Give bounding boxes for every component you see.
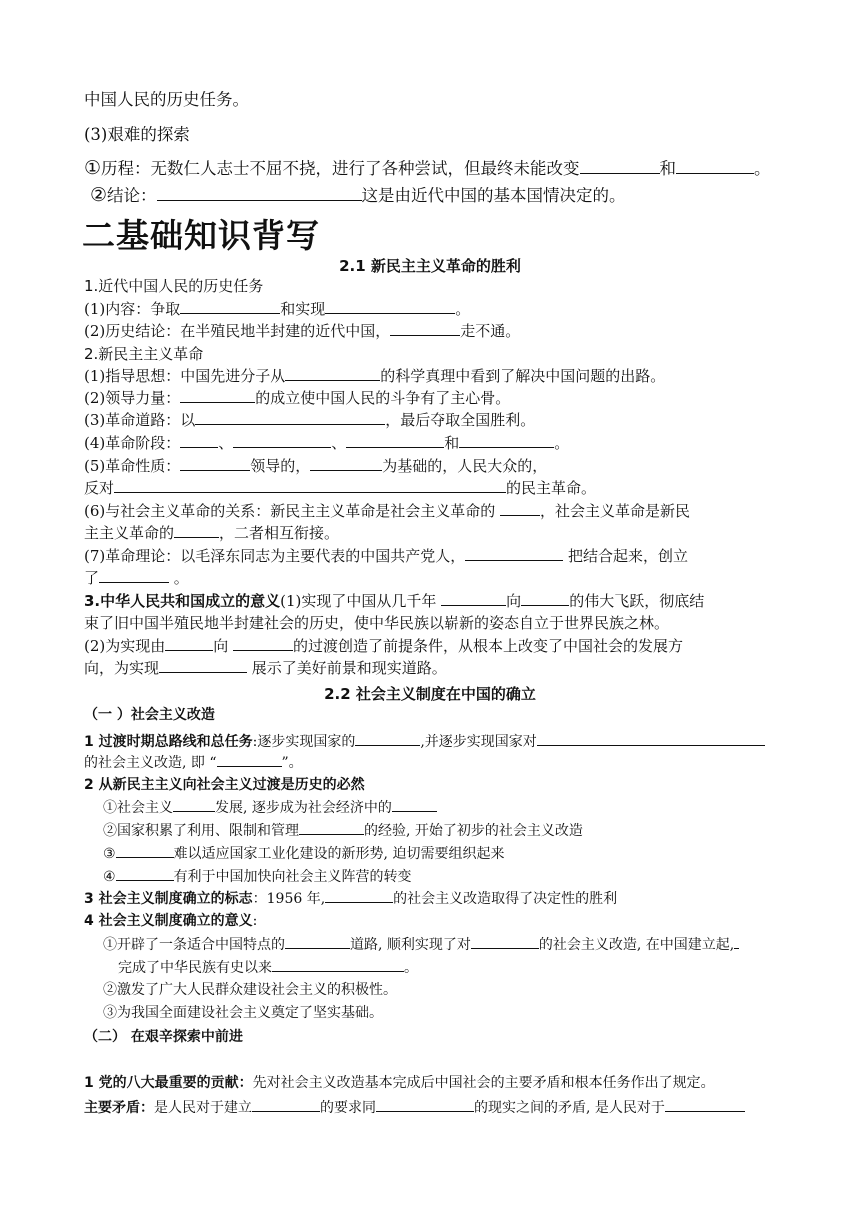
blank xyxy=(217,752,282,767)
text: : xyxy=(252,913,258,929)
text: (1)指导思想：中国先进分子从 xyxy=(84,367,286,385)
blank xyxy=(180,388,255,403)
blank xyxy=(195,410,385,425)
blank xyxy=(157,186,362,201)
subsection-heading: （二） 在艰辛探索中前进 xyxy=(84,1029,243,1045)
text: 先对社会主义改造基本完成后中国社会的主要矛盾和根本任务作出了规定。 xyxy=(252,1075,715,1091)
line xyxy=(84,1073,715,1093)
subsection-heading: （一 ）社会主义改造 xyxy=(84,707,215,723)
blank xyxy=(180,299,280,314)
line xyxy=(84,321,520,341)
text: 向，为实现 xyxy=(84,659,160,677)
blank xyxy=(116,866,174,881)
text: 的民主革命。 xyxy=(506,479,597,497)
text: ①开辟了一条适合中国特点的 xyxy=(103,937,285,953)
blank xyxy=(116,843,174,858)
blank xyxy=(390,321,460,336)
label: 3 社会主义制度确立的标志 xyxy=(84,891,253,907)
intro-line xyxy=(90,185,626,206)
line xyxy=(84,433,569,453)
line xyxy=(84,1097,745,1118)
blank xyxy=(325,888,393,903)
blank xyxy=(465,546,563,561)
text: 的经验, 开始了初步的社会主义改造 xyxy=(364,823,583,839)
line xyxy=(84,731,765,752)
line: ③为我国全面建设社会主义奠定了坚实基础。 xyxy=(103,1005,383,1021)
text: 的伟大飞跃，彻底结 xyxy=(569,592,705,610)
line xyxy=(84,888,617,909)
blank xyxy=(114,478,506,493)
text: 。 xyxy=(173,569,189,587)
text: 反对 xyxy=(84,479,115,497)
text: (4)革命阶段： xyxy=(84,434,181,452)
intro-line xyxy=(84,90,249,110)
text: 和 xyxy=(444,434,460,452)
text: 的成立使中国人民的斗争有了主心骨。 xyxy=(255,389,511,407)
text: 中国人民的历史任务。 xyxy=(84,90,249,109)
line xyxy=(84,752,303,773)
text: 。 xyxy=(754,159,771,178)
text: 向 xyxy=(506,592,522,610)
line xyxy=(84,636,683,656)
blank xyxy=(174,523,219,538)
heading: 3.中华人民共和国成立的意义 xyxy=(84,592,281,610)
line xyxy=(84,658,447,678)
text: 历程：无数仁人志士不屈不挠，进行了各种尝试，但最终未能改变 xyxy=(101,159,580,178)
text: (1)实现了中国从几千年 xyxy=(280,592,437,610)
text: 结论： xyxy=(107,186,157,205)
text: ”。 xyxy=(281,755,303,771)
blank xyxy=(233,433,331,448)
blank xyxy=(159,658,247,673)
text: (2)为实现由 xyxy=(84,637,166,655)
text: 的社会主义改造, 在中国建立起, xyxy=(538,937,735,953)
text: (7)革命理论：以毛泽东同志为主要代表的中国共产党人， xyxy=(84,547,466,565)
text: 的过渡创造了前提条件，从根本上改变了中国社会的发展方 xyxy=(293,637,684,655)
line xyxy=(103,866,412,887)
blank xyxy=(346,433,444,448)
blank xyxy=(392,797,437,812)
line: ②激发了广大人民群众建设社会主义的积极性。 xyxy=(103,982,397,998)
text: 走不通。 xyxy=(460,322,521,340)
text: 为基础的，人民大众的， xyxy=(382,457,548,475)
text: 领导的， xyxy=(250,457,311,475)
text: 向 xyxy=(213,637,229,655)
blank xyxy=(285,934,350,949)
blank xyxy=(165,636,213,651)
text: ③ xyxy=(103,846,116,862)
blank xyxy=(272,957,404,972)
text: 的社会主义改造取得了决定性的胜利 xyxy=(393,891,618,907)
text: 发展, 逐步成为社会经济中的 xyxy=(215,800,392,816)
text: ：1956 年, xyxy=(252,891,326,907)
text: 和实现 xyxy=(280,300,326,318)
text: 。 xyxy=(404,960,418,976)
text: 有利于中国加快向社会主义阵营的转变 xyxy=(173,869,412,885)
text: 难以适应国家工业化建设的新形势, 迫切需要组织起来 xyxy=(173,846,505,862)
blank xyxy=(310,456,382,471)
intro-line xyxy=(84,158,771,179)
text: 了 xyxy=(84,569,100,587)
text: 和 xyxy=(659,159,677,178)
text: (1)内容：争取 xyxy=(84,300,181,318)
blank xyxy=(580,159,660,174)
line xyxy=(84,911,257,931)
line xyxy=(84,546,688,566)
label: 主要矛盾： xyxy=(84,1100,154,1116)
text: 主主义革命的 xyxy=(84,524,175,542)
heading: 2 从新民主主义向社会主义过渡是历史的必然 xyxy=(84,777,365,793)
section-title: 二基础知识背写 xyxy=(82,216,320,255)
text: 是人民对于建立 xyxy=(154,1100,252,1116)
text: 道路, 顺利实现了对 xyxy=(350,937,471,953)
blank xyxy=(537,731,765,746)
line xyxy=(103,820,583,841)
blank xyxy=(500,501,540,516)
line xyxy=(103,797,437,818)
text: ，最后夺取全国胜利。 xyxy=(385,411,536,429)
text: 。 xyxy=(455,300,471,318)
blank xyxy=(734,934,739,949)
line xyxy=(84,388,510,408)
text: ，二者相互衔接。 xyxy=(219,524,340,542)
blank xyxy=(233,636,293,651)
blank xyxy=(180,456,250,471)
blank xyxy=(285,366,380,381)
blank xyxy=(180,433,218,448)
text: :逐步实现国家的 xyxy=(252,734,356,750)
text: 展示了美好前景和现实道路。 xyxy=(251,659,447,677)
text: ④ xyxy=(103,869,116,885)
blank xyxy=(665,1097,745,1112)
label: 1 过渡时期总路线和总任务 xyxy=(84,734,253,750)
text: (2)领导力量： xyxy=(84,389,181,407)
blank xyxy=(299,820,364,835)
line xyxy=(103,843,504,864)
blank xyxy=(376,1097,474,1112)
blank xyxy=(676,159,754,174)
text: 这是由近代中国的基本国情决定的。 xyxy=(361,186,626,205)
line xyxy=(84,366,665,386)
line xyxy=(84,501,690,521)
text: 的科学真理中看到了解决中国问题的出路。 xyxy=(380,367,666,385)
heading: 2.新民主主义革命 xyxy=(84,345,204,363)
text: (3)艰难的探索 xyxy=(84,125,190,144)
blank xyxy=(325,299,455,314)
text: 、 xyxy=(218,434,234,452)
blank xyxy=(173,797,215,812)
text: 的社会主义改造, 即 “ xyxy=(84,755,217,771)
text: 完成了中华民族有史以来 xyxy=(118,960,272,976)
blank xyxy=(459,433,554,448)
line xyxy=(84,568,189,588)
heading: 1.近代中国人民的历史任务 xyxy=(84,277,264,295)
line xyxy=(103,934,739,955)
blank xyxy=(252,1097,320,1112)
label: 1 党的八大最重要的贡献： xyxy=(84,1075,253,1091)
section-heading: 2.1 新民主主义革命的胜利 xyxy=(339,257,521,275)
section-heading: 2.2 社会主义制度在中国的确立 xyxy=(324,685,536,703)
text: ，社会主义革命是新民 xyxy=(540,502,691,520)
line xyxy=(84,478,596,498)
blank xyxy=(521,591,569,606)
text: 。 xyxy=(554,434,570,452)
blank xyxy=(99,568,169,583)
text: 、 xyxy=(331,434,347,452)
line xyxy=(84,523,339,543)
text: ,并逐步实现国家对 xyxy=(420,734,537,750)
text: (6)与社会主义革命的关系：新民主主义革命是社会主义革命的 xyxy=(84,502,496,520)
line xyxy=(84,456,547,476)
text: 把结合起来，创立 xyxy=(568,547,689,565)
text: 的现实之间的矛盾, 是人民对于 xyxy=(474,1100,665,1116)
line xyxy=(118,957,418,978)
line xyxy=(84,410,535,430)
line xyxy=(84,299,470,319)
blank xyxy=(471,934,539,949)
line xyxy=(84,591,704,611)
line xyxy=(84,613,669,633)
text: ②国家积累了利用、限制和管理 xyxy=(103,823,299,839)
text: (5)革命性质： xyxy=(84,457,181,475)
text: (3)革命道路：以 xyxy=(84,411,196,429)
text: (2)历史结论：在半殖民地半封建的近代中国， xyxy=(84,322,391,340)
blank xyxy=(441,591,506,606)
text: 的要求同 xyxy=(320,1100,376,1116)
intro-heading xyxy=(84,125,190,145)
text: 束了旧中国半殖民地半封建社会的历史，使中华民族以崭新的姿态自立于世界民族之林。 xyxy=(84,614,670,632)
circled-number: ② xyxy=(90,184,108,206)
text: ①社会主义 xyxy=(103,800,173,816)
blank xyxy=(355,731,420,746)
circled-number: ① xyxy=(84,157,102,179)
label: 4 社会主义制度确立的意义 xyxy=(84,913,253,929)
